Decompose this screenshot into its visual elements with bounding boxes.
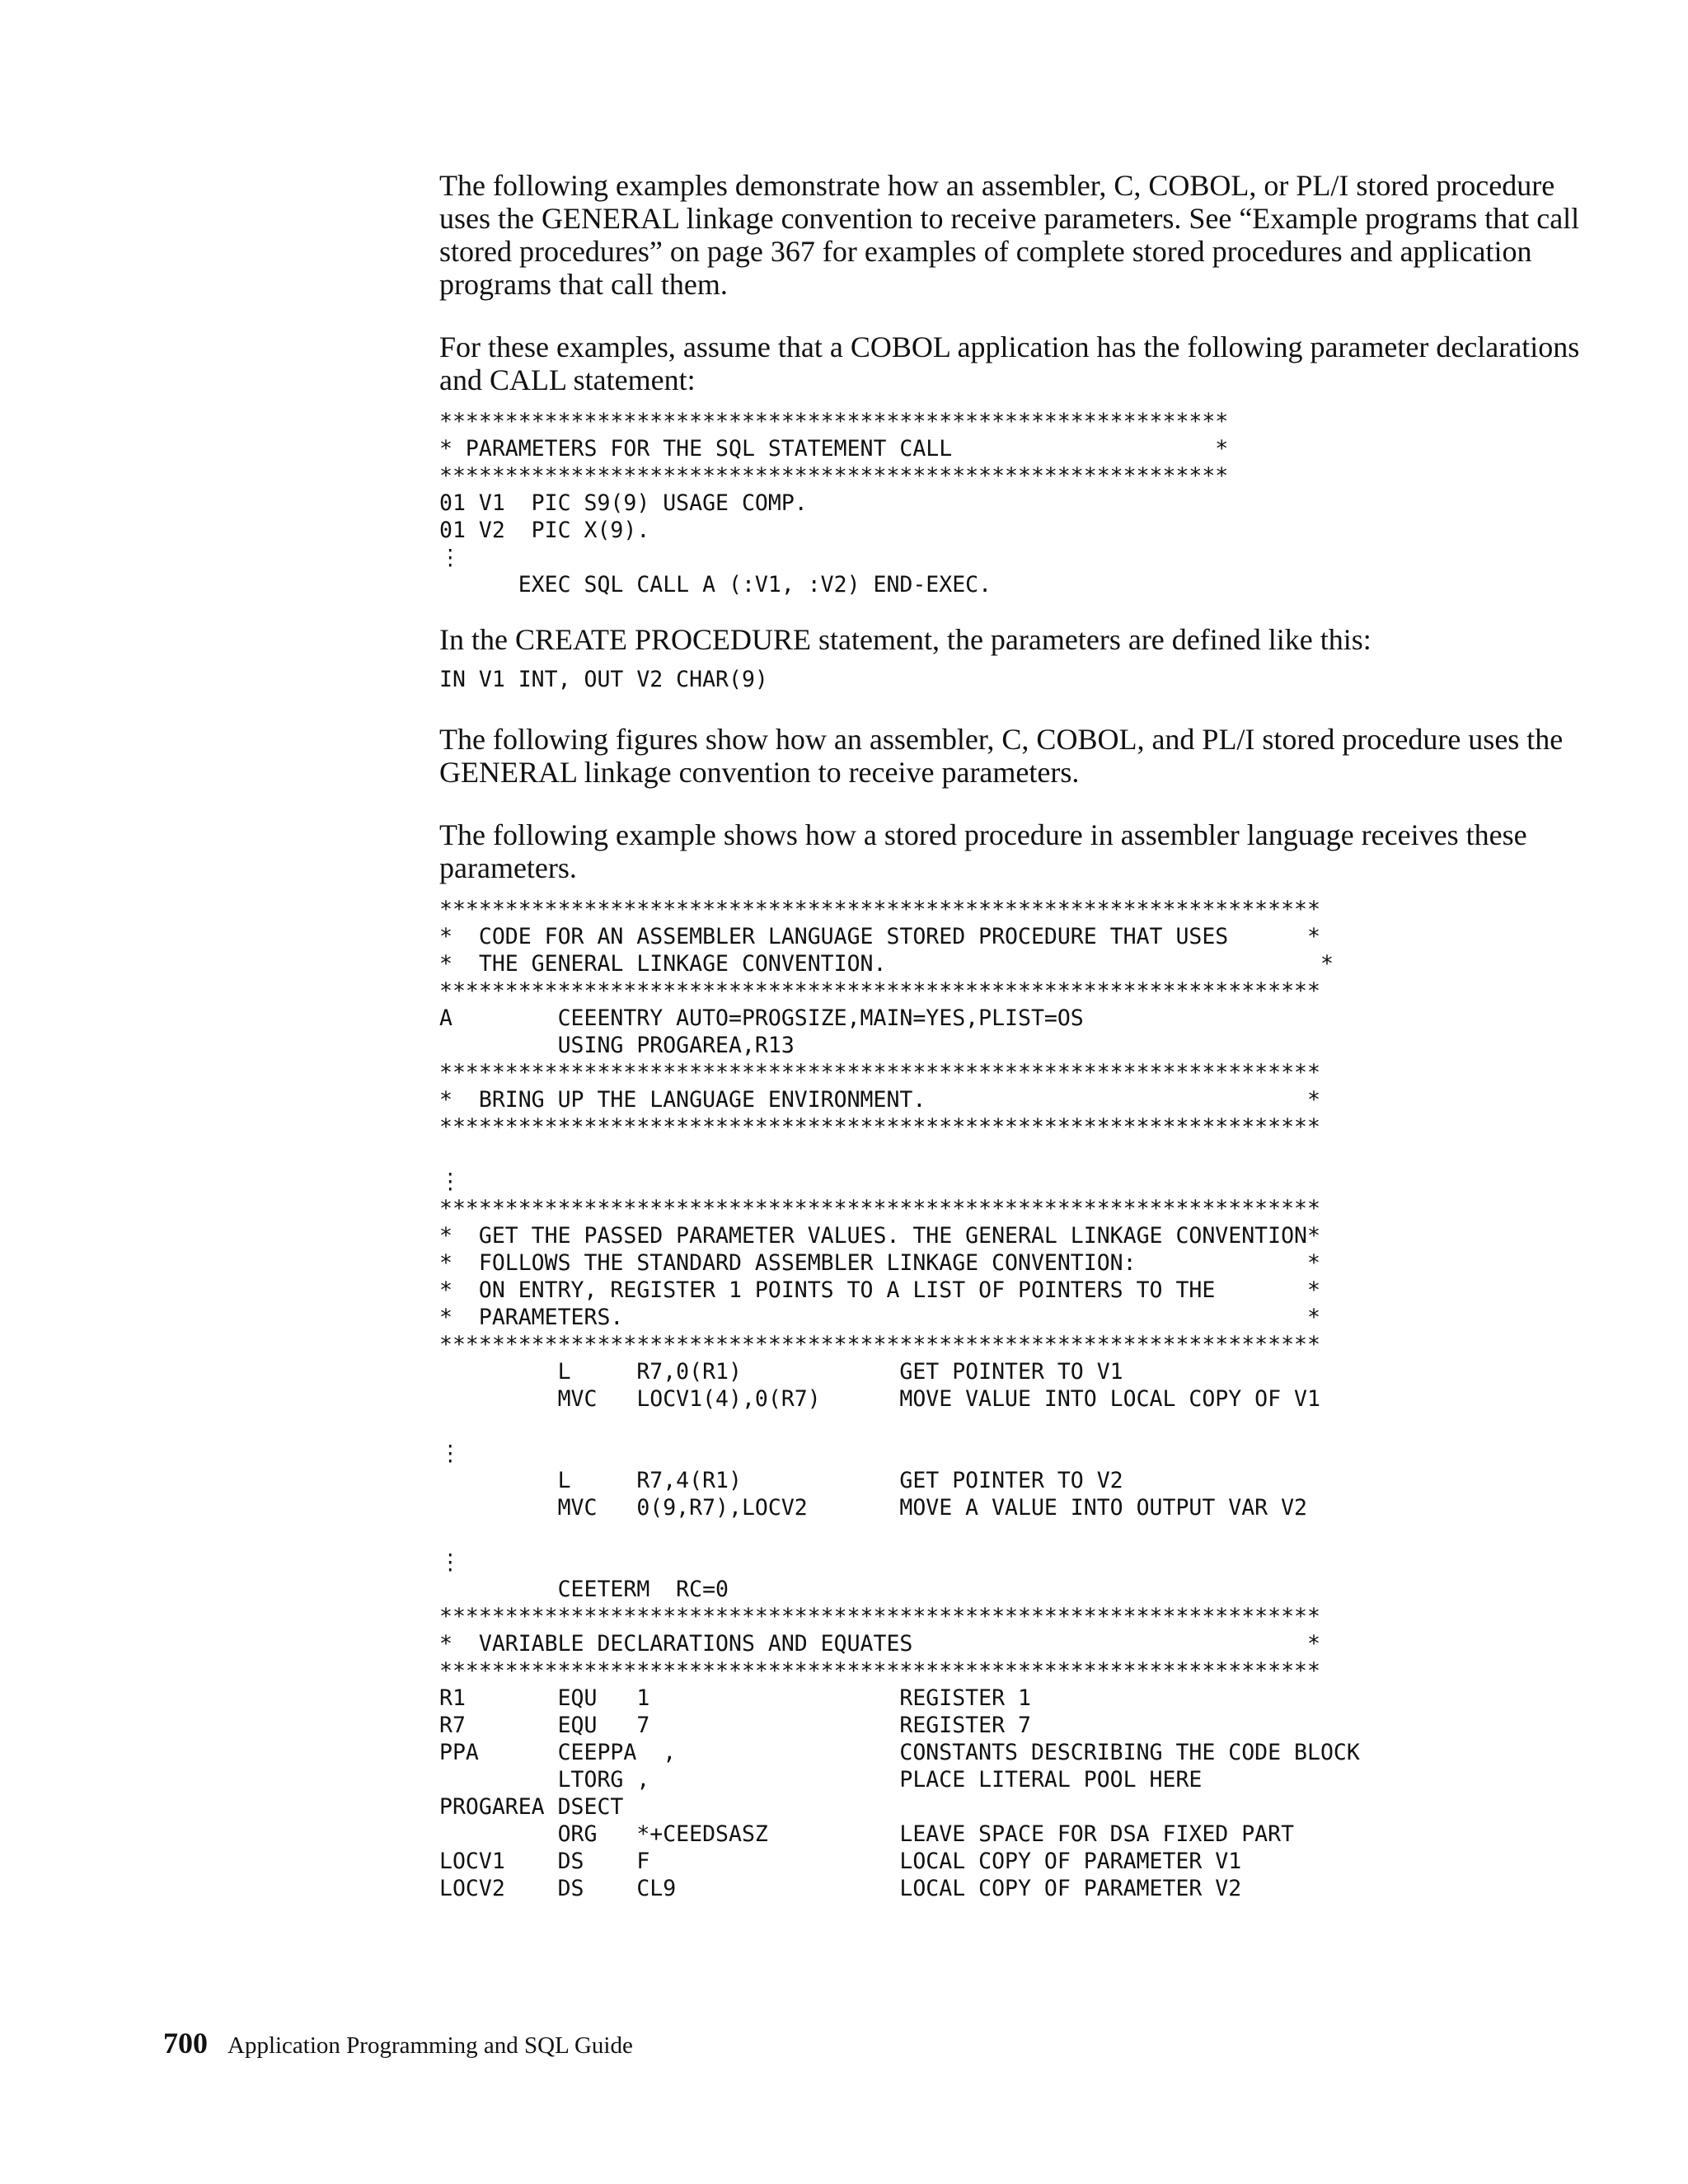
page-footer — [163, 2026, 633, 2060]
figures-paragraph: The following figures show how an assembler, C, COBOL, and PL/I stored procedure uses the GENERAL linkage convention to receive parameters. — [439, 723, 1564, 789]
create-procedure-paragraph: In the CREATE PROCEDURE statement, the parameters are defined like this: — [439, 623, 1372, 656]
assembler-procedure-code: ******************************************************************* * CODE FOR AN ASSEMBLER LANGUAGE STORED PROCEDURE THAT USES * * THE GENERAL LINKAGE CONVENTION. * ******************************************************************* A CEEENTRY AUTO=PROGSIZE,MAIN=YES,PLIST=OS USING PROGAREA,R13 ******************************************************************* * BRING UP THE LANGUAGE ENVIRONMENT. * ******************************************************************* ⋮ ******************************************************************* * GET THE PASSED PARAMETER VALUES. THE GENERAL LINKAGE CONVENTION* * FOLLOWS THE STANDARD ASSEMBLER LINKAGE CONVENTION: * * ON ENTRY, REGISTER 1 POINTS TO A LIST OF POINTERS TO THE * * PARAMETERS. * ******************************************************************* L R7,0(R1) GET POINTER TO V1 MVC LOCV1(4),0(R7) MOVE VALUE INTO LOCAL COPY OF V1 ⋮ L R7,4(R1) GET POINTER TO V2 MVC 0(9,R7),LOCV2 MOVE A VALUE INTO OUTPUT VAR V2 ⋮ CEETERM RC=0 ******************************************************************* * VARIABLE DECLARATIONS AND EQUATES * ******************************************************************* R1 EQU 1 REGISTER 1 R7 EQU 7 REGISTER 7 PPA CEEPPA , CONSTANTS DESCRIBING THE CODE BLOCK LTORG , PLACE LITERAL POOL HERE PROGAREA DSECT ORG *+CEEDSASZ LEAVE SPACE FOR DSA FIXED PART LOCV1 DS F LOCAL COPY OF PARAMETER V1 LOCV2 DS CL9 LOCAL COPY OF PARAMETER V2 — [439, 897, 1360, 1901]
assembler-paragraph: The following example shows how a stored procedure in assembler language receives these parameters. — [439, 818, 1527, 884]
page-number: 700 — [163, 2027, 208, 2060]
assumption-paragraph: For these examples, assume that a COBOL application has the following parameter declarations and CALL statement: — [439, 330, 1580, 396]
book-title: Application Programming and SQL Guide — [227, 2032, 633, 2059]
intro-paragraph: The following examples demonstrate how an assembler, C, COBOL, or PL/I stored procedure uses the GENERAL linkage convention to receive parameters. See “Example programs that call stored procedures” on page 367 for examples of complete stored procedures and application programs that call them. — [439, 169, 1580, 301]
page-content — [439, 169, 1593, 1902]
parameter-definition-code: IN V1 INT, OUT V2 CHAR(9) — [439, 667, 768, 692]
cobol-call-code: ************************************************************ * PARAMETERS FOR THE SQL STATEMENT CALL * ************************************************************ 01 V1 PIC S9(9) USAGE COMP. 01 V2 PIC X(9). ⋮ EXEC SQL CALL A (:V1, :V2) END-EXEC. — [439, 409, 1229, 598]
